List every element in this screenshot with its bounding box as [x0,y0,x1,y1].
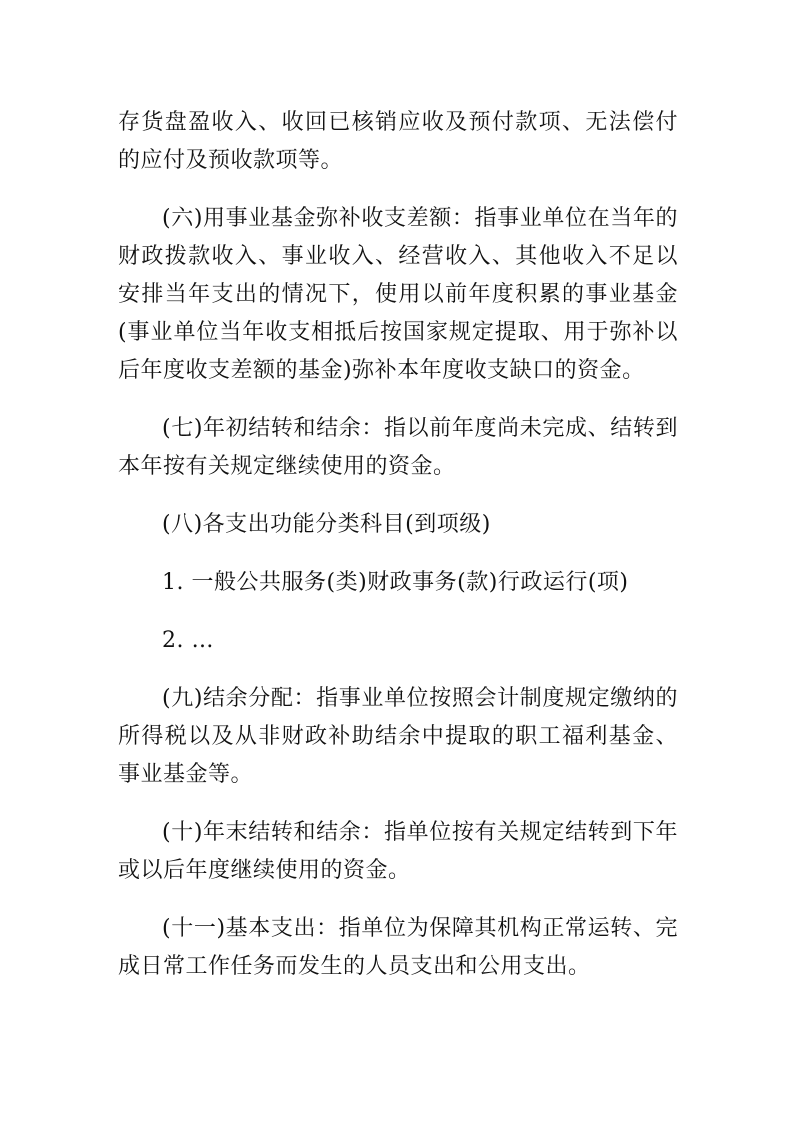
paragraph-item-11: (十一)基本支出：指单位为保障其机构正常运转、完成日常工作任务而发生的人员支出和公用支出。 [118,916,678,979]
paragraph-subitem-1: 1. 一般公共服务(类)财政事务(款)行政运行(项) [162,570,629,595]
paragraph-continuation: 存货盘盈收入、收回已核销应收及预付款项、无法偿付的应付及预收款项等。 [118,110,678,173]
paragraph-item-9: (九)结余分配：指事业单位按照会计制度规定缴纳的所得税以及从非财政补助结余中提取的职工福利基金、事业基金等。 [118,686,678,787]
paragraph-item-6: (六)用事业基金弥补收支差额：指事业单位在当年的财政拨款收入、事业收入、经营收入、其他收入不足以安排当年支出的情况下，使用以前年度积累的事业基金(事业单位当年收支相抵后按国家规定提取、用于弥补以后年度收支差额的基金)弥补本年度收支缺口的资金。 [118,206,678,383]
paragraph-item-7: (七)年初结转和结余：指以前年度尚未完成、结转到本年按有关规定继续使用的资金。 [118,416,678,479]
paragraph-item-8: (八)各支出功能分类科目(到项级) [162,512,491,537]
paragraph-item-10: (十)年末结转和结余：指单位按有关规定结转到下年或以后年度继续使用的资金。 [118,820,678,883]
document-body [118,104,678,1006]
paragraph-subitem-2: 2. … [162,628,214,653]
